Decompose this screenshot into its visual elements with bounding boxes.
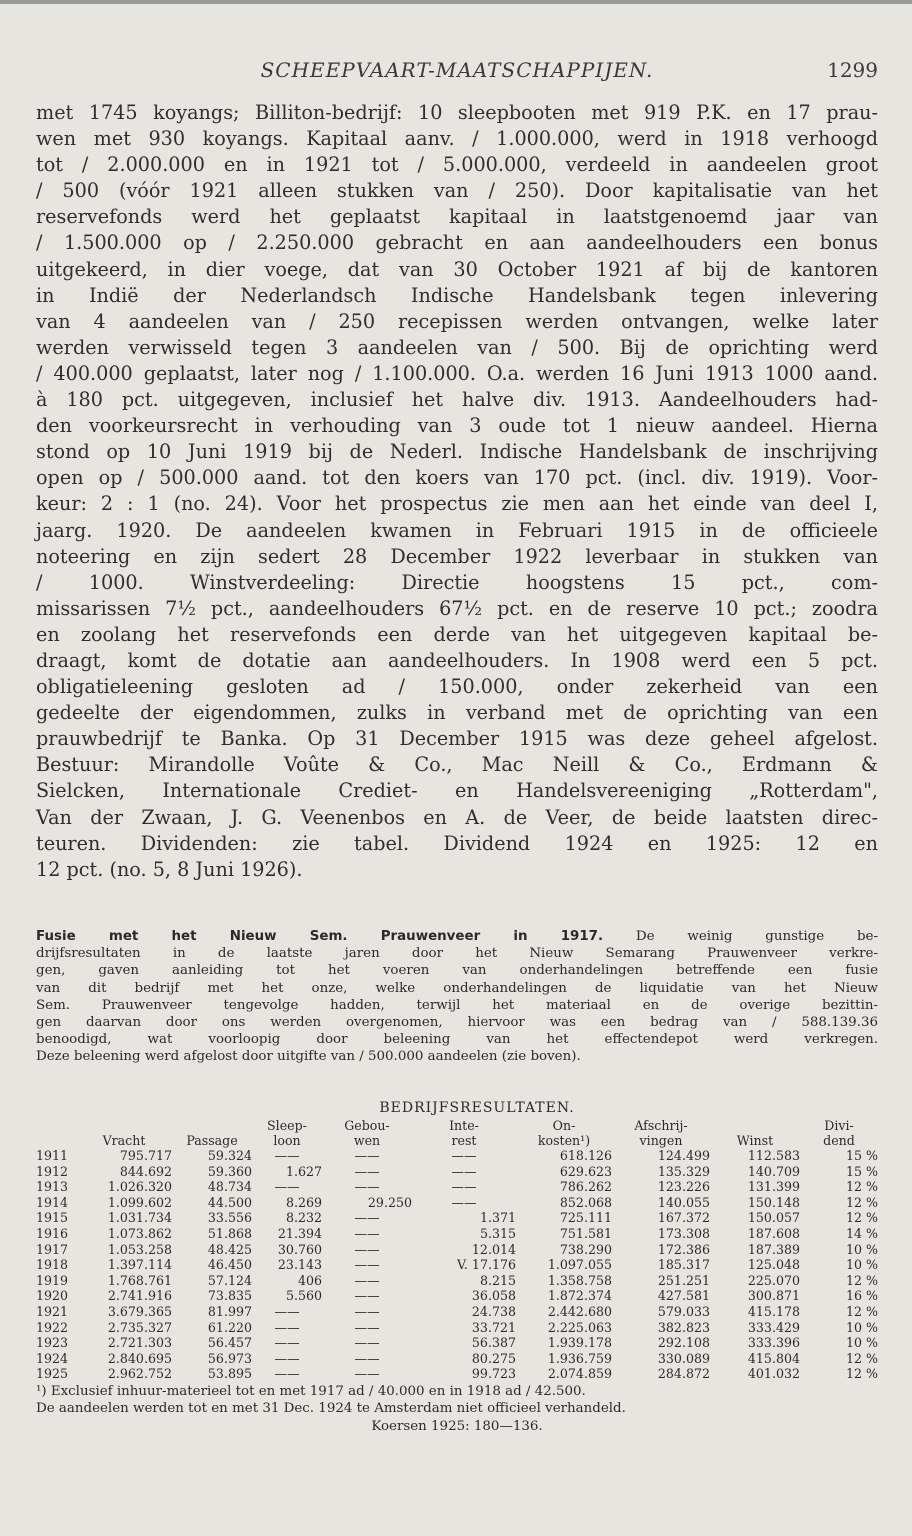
value-cell: 15 % — [846, 1148, 878, 1163]
table-row — [36, 1288, 878, 1304]
value-cell: 56.387 — [471, 1335, 516, 1351]
body-line: open op / 500.000 aand. tot den koers van 170 pct. (incl. div. 1919). Voor- — [36, 466, 878, 490]
value-cell: 2.735.327 — [107, 1319, 172, 1335]
value-cell: 8.215 — [479, 1272, 516, 1288]
value-cell: 167.372 — [657, 1210, 710, 1226]
value-cell: 125.048 — [747, 1257, 800, 1273]
value-cell: 5.315 — [479, 1225, 516, 1241]
value-cell: 10 % — [846, 1319, 878, 1335]
value-cell: 12 % — [846, 1350, 878, 1366]
value-cell: 751.581 — [559, 1225, 612, 1241]
value-cell: 12 % — [846, 1303, 878, 1319]
value-cell: 23.143 — [277, 1257, 322, 1273]
body-line: en zoolang het reservefonds een derde van het uitgegeven kapitaal be- — [36, 622, 878, 646]
koersen: Koersen 1925: 180—136. — [371, 1418, 543, 1434]
body-line: keur: 2 : 1 (no. 24). Voor het prospectus zie men aan het einde van deel I, — [36, 492, 878, 516]
value-cell: —— — [354, 1257, 380, 1273]
fusie-line: drijfsresultaten in de laatste jaren door het Nieuw Semarang Prauwenveer verkre- — [36, 946, 878, 962]
body-line: Bestuur: Mirandolle Voûte & Co., Mac Neill & Co., Erdmann & — [36, 753, 878, 777]
value-cell: 21.394 — [277, 1225, 322, 1241]
value-cell: 187.608 — [747, 1225, 800, 1241]
value-cell: 1.939.178 — [547, 1335, 612, 1351]
value-cell: 16 % — [846, 1288, 878, 1304]
year-cell: 1918 — [36, 1257, 69, 1273]
column-header: On- kosten¹) — [537, 1118, 591, 1148]
value-cell: 3.679.365 — [107, 1303, 172, 1319]
value-cell: 51.868 — [207, 1225, 252, 1241]
column-header: Vracht — [102, 1133, 146, 1148]
body-line: van 4 aandeelen van / 250 recepissen werden ontvangen, welke later — [36, 309, 878, 333]
value-cell: —— — [274, 1303, 300, 1319]
value-cell: 187.389 — [747, 1241, 800, 1257]
value-cell: 725.111 — [559, 1210, 612, 1226]
value-cell: 30.760 — [277, 1241, 322, 1257]
value-cell: 10 % — [846, 1241, 878, 1257]
year-cell: 1917 — [36, 1241, 69, 1257]
year-cell: 1922 — [36, 1319, 69, 1335]
value-cell: 427.581 — [657, 1288, 710, 1304]
value-cell: 2.840.695 — [107, 1350, 172, 1366]
value-cell: 12.014 — [471, 1241, 516, 1257]
value-cell: 12 % — [846, 1366, 878, 1382]
value-cell: 330.089 — [657, 1350, 710, 1366]
value-cell: 173.308 — [657, 1225, 710, 1241]
value-cell: 251.251 — [657, 1272, 710, 1288]
value-cell: 172.386 — [657, 1241, 710, 1257]
value-cell: 1.026.320 — [107, 1179, 172, 1195]
value-cell: V. 17.176 — [457, 1257, 516, 1273]
value-cell: 1.097.055 — [547, 1257, 612, 1273]
value-cell: 415.178 — [747, 1303, 800, 1319]
value-cell: 99.723 — [471, 1366, 516, 1382]
value-cell: —— — [274, 1179, 300, 1195]
value-cell: 56.457 — [207, 1335, 252, 1351]
value-cell: —— — [354, 1335, 380, 1351]
value-cell: 333.396 — [747, 1335, 800, 1351]
value-cell: 140.709 — [747, 1163, 800, 1179]
value-cell: 124.499 — [657, 1148, 710, 1163]
value-cell: —— — [354, 1288, 380, 1304]
value-cell: 14 % — [846, 1225, 878, 1241]
fusie-line — [36, 928, 878, 945]
value-cell: —— — [274, 1350, 300, 1366]
table-notes — [36, 1383, 878, 1436]
year-cell: 1912 — [36, 1163, 69, 1179]
value-cell: 80.275 — [471, 1350, 516, 1366]
value-cell: 135.329 — [657, 1163, 710, 1179]
value-cell: 56.973 — [207, 1350, 252, 1366]
value-cell: 415.804 — [747, 1350, 800, 1366]
table-row — [36, 1148, 878, 1164]
value-cell: 401.032 — [747, 1366, 800, 1382]
table-row — [36, 1257, 878, 1273]
body-line: tot / 2.000.000 en in 1921 tot / 5.000.000, verdeeld in aandeelen groot — [36, 153, 878, 177]
value-cell: 81.997 — [207, 1303, 252, 1319]
value-cell: —— — [354, 1210, 380, 1226]
page-header — [36, 58, 878, 88]
table-title: BEDRIJFSRESULTATEN. — [379, 1100, 575, 1116]
value-cell: 406 — [297, 1272, 322, 1288]
value-cell: 8.232 — [285, 1210, 322, 1226]
body-line: prauwbedrijf te Banka. Op 31 December 1915 was deze geheel afgelost. — [36, 727, 878, 751]
body-line: / 500 (vóór 1921 alleen stukken van / 250). Door kapitalisatie van het — [36, 179, 878, 203]
body-line: reservefonds werd het geplaatst kapitaal in laatstgenoemd jaar van — [36, 205, 878, 229]
value-cell: —— — [354, 1350, 380, 1366]
value-cell: 24.738 — [471, 1303, 516, 1319]
year-cell: 1921 — [36, 1303, 69, 1319]
body-line: draagt, komt de dotatie aan aandeelhouders. In 1908 werd een 5 pct. — [36, 648, 878, 672]
running-title: SCHEEPVAART-MAATSCHAPPIJEN. — [260, 58, 654, 82]
fusie-line: Sem. Prauwenveer tengevolge hadden, terwijl het materiaal en de overige bezittin- — [36, 997, 878, 1013]
value-cell: 48.425 — [207, 1241, 252, 1257]
body-line: / 1.500.000 op / 2.250.000 gebracht en aan aandeelhouders een bonus — [36, 231, 878, 255]
table-row — [36, 1273, 878, 1289]
value-cell: —— — [354, 1179, 380, 1195]
body-line: wen met 930 koyangs. Kapitaal aanv. / 1.000.000, werd in 1918 verhoogd — [36, 127, 878, 151]
value-cell: 579.033 — [657, 1303, 710, 1319]
table-row — [36, 1320, 878, 1336]
table-row — [36, 1366, 878, 1382]
value-cell: 300.871 — [747, 1288, 800, 1304]
body-line: gedeelte der eigendommen, zulks in verband met de oprichting van een — [36, 701, 878, 725]
value-cell: 140.055 — [657, 1194, 710, 1210]
value-cell: 112.583 — [747, 1148, 800, 1163]
table-row — [36, 1226, 878, 1242]
value-cell: —— — [354, 1272, 380, 1288]
value-cell: 1.936.759 — [547, 1350, 612, 1366]
value-cell: —— — [354, 1241, 380, 1257]
value-cell: —— — [354, 1319, 380, 1335]
value-cell: 33.721 — [471, 1319, 516, 1335]
value-cell: —— — [354, 1303, 380, 1319]
year-cell: 1911 — [36, 1148, 69, 1163]
value-cell: 12 % — [846, 1272, 878, 1288]
body-line: den voorkeursrecht in verhouding van 3 oude tot 1 nieuw aandeel. Hierna — [36, 414, 878, 438]
value-cell: 1.872.374 — [547, 1288, 612, 1304]
year-cell: 1913 — [36, 1179, 69, 1195]
column-header: Afschrij- vingen — [634, 1118, 688, 1148]
value-cell: 57.124 — [207, 1272, 252, 1288]
value-cell: 382.823 — [657, 1319, 710, 1335]
value-cell: 29.250 — [367, 1194, 412, 1210]
body-line: jaarg. 1920. De aandeelen kwamen in Februari 1915 in de officieele — [36, 518, 878, 542]
value-cell: 46.450 — [207, 1257, 252, 1273]
value-cell: 1.627 — [285, 1163, 322, 1179]
value-cell: 15 % — [846, 1163, 878, 1179]
value-cell: 61.220 — [207, 1319, 252, 1335]
value-cell: 2.962.752 — [107, 1366, 172, 1382]
body-line: 12 pct. (no. 5, 8 Juni 1926). — [36, 857, 303, 881]
fusie-line: benoodigd, wat voorloopig door beleening van het effectendepot werd verkregen. — [36, 1032, 878, 1048]
year-cell: 1923 — [36, 1335, 69, 1351]
body-line: Van der Zwaan, J. G. Veenenbos en A. de Veer, de beide laatsten direc- — [36, 805, 878, 829]
value-cell: 795.717 — [119, 1148, 172, 1163]
table-row — [36, 1242, 878, 1258]
top-rule — [0, 0, 912, 4]
value-cell: 131.399 — [747, 1179, 800, 1195]
body-line: noteering en zijn sedert 28 December 1922 leverbaar in stukken van — [36, 544, 878, 568]
body-line: obligatieleening gesloten ad / 150.000, onder zekerheid van een — [36, 675, 878, 699]
table-header-row — [36, 1118, 878, 1148]
body-line: stond op 10 Juni 1919 bij de Nederl. Indische Handelsbank de inschrijving — [36, 440, 878, 464]
value-cell: 8.269 — [285, 1194, 322, 1210]
value-cell: 10 % — [846, 1335, 878, 1351]
body-line: werden verwisseld tegen 3 aandeelen van / 500. Bij de oprichting werd — [36, 335, 878, 359]
body-line: uitgekeerd, in dier voege, dat van 30 October 1921 af bij de kantoren — [36, 257, 878, 281]
value-cell: 629.623 — [559, 1163, 612, 1179]
fusie-text: De weinig gunstige be- — [635, 929, 878, 944]
value-cell: 10 % — [846, 1257, 878, 1273]
table-row — [36, 1179, 878, 1195]
value-cell: 1.358.758 — [547, 1272, 612, 1288]
value-cell: 5.560 — [285, 1288, 322, 1304]
column-header: Inte- rest — [449, 1118, 479, 1148]
body-line: met 1745 koyangs; Billiton-bedrijf: 10 sleepbooten met 919 P.K. en 17 prau- — [36, 101, 878, 124]
column-header: Gebou- wen — [344, 1118, 390, 1148]
value-cell: —— — [274, 1366, 300, 1382]
value-cell: 618.126 — [559, 1148, 612, 1163]
body-text — [36, 100, 878, 883]
fusie-heading: Fusie met het Nieuw Sem. Prauwenveer in 1917. — [36, 929, 604, 944]
value-cell: 284.872 — [657, 1366, 710, 1382]
value-cell: 48.734 — [207, 1179, 252, 1195]
value-cell: 150.057 — [747, 1210, 800, 1226]
value-cell: 292.108 — [657, 1335, 710, 1351]
column-header: Passage — [186, 1133, 238, 1148]
value-cell: 2.225.063 — [547, 1319, 612, 1335]
fusie-line: Deze beleening werd afgelost door uitgifte van / 500.000 aandeelen (zie boven). — [36, 1049, 581, 1065]
value-cell: —— — [274, 1335, 300, 1351]
value-cell: 738.290 — [559, 1241, 612, 1257]
year-cell: 1924 — [36, 1350, 69, 1366]
value-cell: 44.500 — [207, 1194, 252, 1210]
value-cell: 786.262 — [559, 1179, 612, 1195]
fusie-paragraph — [36, 928, 878, 1066]
value-cell: 1.053.258 — [107, 1241, 172, 1257]
value-cell: —— — [354, 1163, 380, 1179]
value-cell: 12 % — [846, 1179, 878, 1195]
table-row — [36, 1304, 878, 1320]
value-cell: 185.317 — [657, 1257, 710, 1273]
body-line: Sielcken, Internationale Crediet- en Handelsvereeniging „Rotterdam", — [36, 779, 878, 803]
bedrijfsresultaten-table — [36, 1118, 878, 1382]
table-row — [36, 1195, 878, 1211]
value-cell: —— — [354, 1225, 380, 1241]
value-cell: —— — [354, 1148, 380, 1163]
value-cell: 36.058 — [471, 1288, 516, 1304]
value-cell: —— — [451, 1194, 477, 1210]
table-row — [36, 1351, 878, 1367]
value-cell: 150.148 — [747, 1194, 800, 1210]
body-line: à 180 pct. uitgegeven, inclusief het halve div. 1913. Aandeelhouders had- — [36, 388, 878, 412]
fusie-line: gen, gaven aanleiding tot het voeren van onderhandelingen betreffende een fusie — [36, 963, 878, 979]
fusie-line: gen daarvan door ons werden overgenomen, hiervoor was een bedrag van / 588.139.36 — [36, 1015, 878, 1031]
table-row — [36, 1164, 878, 1180]
value-cell: 12 % — [846, 1194, 878, 1210]
value-cell: 1.768.761 — [107, 1272, 172, 1288]
value-cell: 844.692 — [119, 1163, 172, 1179]
page-number: 1299 — [827, 58, 878, 82]
value-cell: 59.360 — [207, 1163, 252, 1179]
value-cell: —— — [451, 1148, 477, 1163]
column-header: Winst — [736, 1133, 774, 1148]
value-cell: —— — [451, 1163, 477, 1179]
value-cell: 2.741.916 — [107, 1288, 172, 1304]
body-line: teuren. Dividenden: zie tabel. Dividend 1924 en 1925: 12 en — [36, 831, 878, 855]
value-cell: 2.721.303 — [107, 1335, 172, 1351]
fusie-line: van dit bedrijf met het onze, welke onderhandelingen de liquidatie van het Nieuw — [36, 980, 878, 996]
column-header: Sleep- loon — [267, 1118, 307, 1148]
value-cell: 59.324 — [207, 1148, 252, 1163]
value-cell: 1.073.862 — [107, 1225, 172, 1241]
value-cell: 73.835 — [207, 1288, 252, 1304]
bedrijfsresultaten-section — [36, 1100, 878, 1435]
value-cell: 123.226 — [657, 1179, 710, 1195]
year-cell: 1925 — [36, 1366, 69, 1382]
value-cell: 12 % — [846, 1210, 878, 1226]
value-cell: 33.556 — [207, 1210, 252, 1226]
body-line: in Indië der Nederlandsch Indische Handelsbank tegen inlevering — [36, 283, 878, 307]
value-cell: 225.070 — [747, 1272, 800, 1288]
trading-note: De aandeelen werden tot en met 31 Dec. 1924 te Amsterdam niet officieel verhandeld. — [36, 1401, 626, 1417]
value-cell: 53.895 — [207, 1366, 252, 1382]
footnote: ¹) Exclusief inhuur-materieel tot en met 1917 ad / 40.000 en in 1918 ad / 42.500. — [36, 1383, 586, 1399]
year-cell: 1916 — [36, 1225, 69, 1241]
value-cell: 2.442.680 — [547, 1303, 612, 1319]
year-cell: 1915 — [36, 1210, 69, 1226]
body-line: / 400.000 geplaatst, later nog / 1.100.000. O.a. werden 16 Juni 1913 1000 aand. — [36, 361, 878, 385]
value-cell: 1.371 — [479, 1210, 516, 1226]
value-cell: 333.429 — [747, 1319, 800, 1335]
column-header: Divi- dend — [823, 1118, 855, 1148]
column-header — [36, 1118, 76, 1148]
value-cell: —— — [451, 1179, 477, 1195]
table-row — [36, 1335, 878, 1351]
year-cell: 1914 — [36, 1194, 69, 1210]
body-line: / 1000. Winstverdeeling: Directie hoogstens 15 pct., com- — [36, 570, 878, 594]
table-row — [36, 1210, 878, 1226]
value-cell: —— — [274, 1319, 300, 1335]
value-cell: —— — [354, 1366, 380, 1382]
value-cell: 1.031.734 — [107, 1210, 172, 1226]
value-cell: —— — [274, 1148, 300, 1163]
value-cell: 1.099.602 — [107, 1194, 172, 1210]
body-line: missarissen 7½ pct., aandeelhouders 67½ pct. en de reserve 10 pct.; zoodra — [36, 596, 878, 620]
year-cell: 1920 — [36, 1288, 69, 1304]
value-cell: 1.397.114 — [107, 1257, 172, 1273]
year-cell: 1919 — [36, 1272, 69, 1288]
value-cell: 852.068 — [559, 1194, 612, 1210]
value-cell: 2.074.859 — [547, 1366, 612, 1382]
